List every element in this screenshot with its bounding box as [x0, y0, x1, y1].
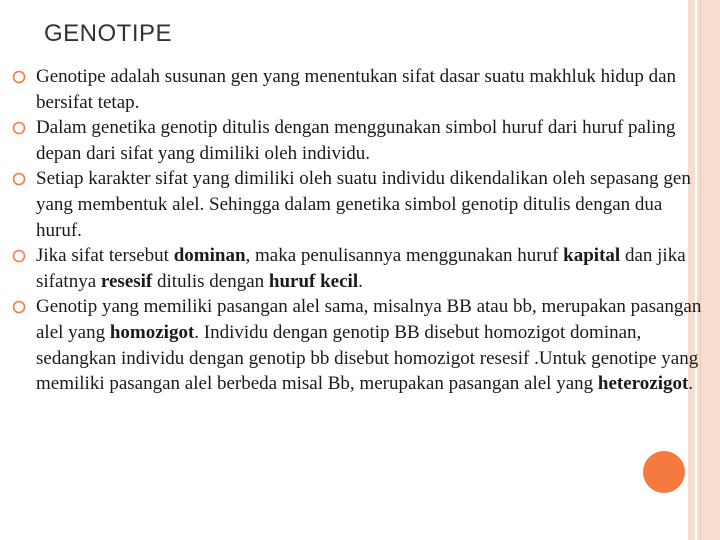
decorative-orange-circle — [643, 451, 685, 493]
bullet-text: . — [688, 373, 694, 395]
bullet-text: Jika sifat tersebut — [36, 245, 174, 267]
circle-outline-icon — [12, 121, 26, 135]
circle-outline-icon — [12, 172, 26, 186]
bold-term: kapital — [563, 245, 621, 267]
bold-term: heterozigot — [597, 373, 689, 395]
bullet-text: . — [358, 270, 363, 292]
slide-title: GENOTIPE — [44, 20, 173, 47]
bullet-item-5 — [12, 294, 702, 396]
bullet-text: Genotipe adalah susunan gen yang menentukan sifat dasar suatu makhluk hidup dan bersifat tetap. — [36, 66, 677, 113]
bullet-text: Setiap karakter sifat yang dimiliki oleh suatu individu dikendalikan oleh sepasang gen yang membentuk alel. Sehingga dalam genetika simbol genotip ditulis dengan dua huruf. — [36, 168, 691, 241]
bold-term: huruf kecil — [268, 270, 359, 292]
bullet-text: , maka penulisannya menggunakan huruf — [245, 245, 564, 267]
bullet-text: Genotip yang memiliki pasangan alel sama, misalnya BB atau bb, merupakan pasangan alel yang — [36, 296, 702, 343]
bullet-text: . Individu dengan genotip BB disebut homozigot dominan, sedangkan individu dengan genotip bb disebut homozigot resesif .Untuk genotipe yang memiliki pasangan alel berbeda misal Bb, merupakan pasangan alel yang — [36, 321, 699, 395]
bullet-list — [12, 64, 702, 397]
bold-term: resesif — [100, 270, 153, 292]
circle-outline-icon — [12, 300, 26, 314]
bullet-item-3 — [12, 166, 702, 243]
circle-outline-icon — [12, 249, 26, 263]
bullet-text: dan jika sifatnya — [36, 245, 686, 292]
bold-term: dominan — [173, 245, 246, 267]
bold-term: homozigot — [109, 321, 195, 343]
bullet-item-1 — [12, 64, 702, 115]
bullet-item-2 — [12, 115, 702, 166]
bullet-text: Dalam genetika genotip ditulis dengan menggunakan simbol huruf dari huruf paling depan dari sifat yang dimiliki oleh individu. — [36, 117, 676, 164]
bullet-text: ditulis dengan — [152, 270, 269, 292]
bullet-item-4 — [12, 243, 702, 294]
circle-outline-icon — [12, 70, 26, 84]
